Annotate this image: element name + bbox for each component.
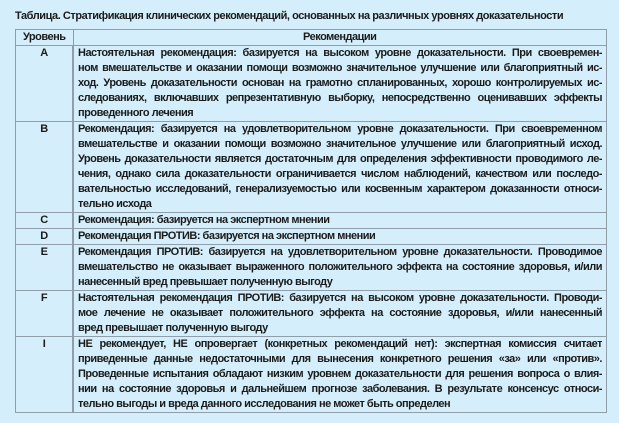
table-row [16,46,607,122]
recommendation-line: следованиях, включавших репрезентативную выборку, непосредственно оценивавших эффекты [78,92,602,104]
recommendation-line: вред превышает полученную выгоду [78,322,268,334]
recommendation-cell [73,337,607,413]
recommendation-line: тельно выгоды и вреда данного исследования не может быть определен [78,398,451,410]
recommendation-line: Настоятельная рекомендация: базируется на высоком уровне доказательности. При своевремен- [78,47,602,59]
recommendation-line: мое лечение не оказывает положительного эффекта на состояние здоровья, и/или нанесенный [78,307,602,319]
level-cell: B [16,122,74,213]
recommendation-line: Проведенные испытания обладают низким уровнем доказательности для решения вопроса о влия- [78,368,602,380]
table-row [16,337,607,413]
table-caption: Таблица. Стратификация клинических рекомендаций, основанных на различных уровнях доказательности [15,10,564,22]
recommendation-line: ход. Уровень доказательности основан на грамотно спланированных, хорошо контролируемых ис- [78,77,602,89]
table-header-row [16,30,607,46]
header-level: Уровень [16,30,74,46]
recommendation-line: ном вмешательстве и оказании помощи возможно значительное улучшение или благоприятный ис- [78,62,602,74]
recommendation-line: Рекомендация: базируется на удовлетворительном уровне доказательности. При своевременном [78,123,602,135]
recommendation-cell [73,122,607,213]
evidence-levels-table [15,29,607,413]
header-recommendations: Рекомендации [73,30,607,46]
table-row [16,291,607,337]
recommendation-line: Рекомендация ПРОТИВ: базируется на экспертном мнении [78,230,376,242]
recommendation-line: вмешательство не оказывает выраженного положительного эффекта на состояние здоровья, и/или [78,261,602,273]
recommendation-cell [73,291,607,337]
level-cell: C [16,213,74,229]
recommendation-line: Рекомендация ПРОТИВ: базируется на удовлетворительном уровне доказательности. Проводимое [78,246,602,258]
recommendation-cell [73,229,607,245]
recommendation-line: Уровень доказательности является достаточным для определения эффективности проводимого ле- [78,153,602,165]
table-row [16,245,607,291]
table-row [16,213,607,229]
level-cell: D [16,229,74,245]
table-row [16,229,607,245]
recommendation-line: НЕ рекомендует, НЕ опровергает (конкретных рекомендаций нет): экспертная комиссия считает [78,338,602,350]
recommendation-cell [73,46,607,122]
level-cell: F [16,291,74,337]
recommendation-line: вательностью исследований, генерализуемостью или косвенным характером доказанности относи- [78,183,602,195]
level-cell: E [16,245,74,291]
recommendation-line: нии на состояние здоровья и дальнейшем прогнозе заболевания. В результате консенсус относи- [78,383,602,395]
recommendation-line: вмешательстве и оказании помощи возможно значительное улучшение или благоприятный исход. [78,138,602,150]
recommendation-line: приведенные данные недостаточными для вынесения конкретного решения «за» или «против». [78,353,602,365]
recommendation-cell [73,245,607,291]
recommendation-line: чения, однако сила доказательности ограничивается числом наблюдений, качеством или последо- [78,168,602,180]
level-cell: A [16,46,74,122]
recommendation-line: проведенного лечения [78,107,194,119]
recommendation-line: нанесенный вред превышает полученную выгоду [78,276,333,288]
recommendation-line: Настоятельная рекомендация ПРОТИВ: базируется на высоком уровне доказательности. Проводи- [78,292,602,304]
level-cell: I [16,337,74,413]
table-row [16,122,607,213]
recommendation-cell [73,213,607,229]
recommendation-line: тельно исхода [78,198,152,210]
recommendation-line: Рекомендация: базируется на экспертном мнении [78,214,330,226]
